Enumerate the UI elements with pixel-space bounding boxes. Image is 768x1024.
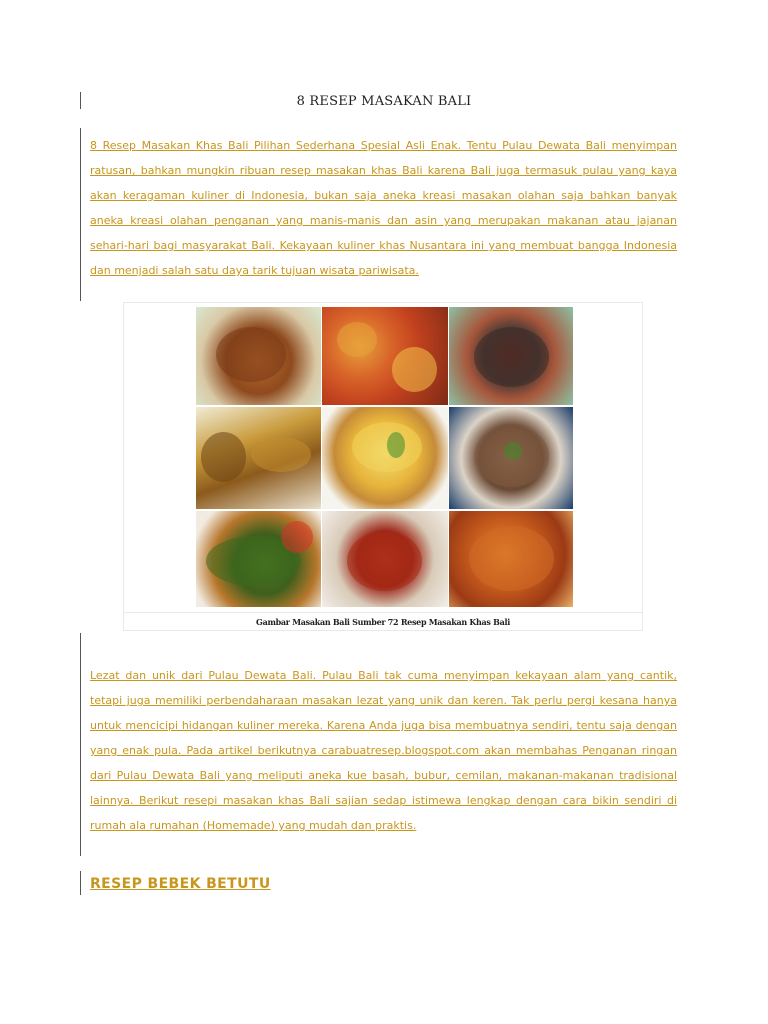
page-title: 8 RESEP MASAKAN BALI — [296, 94, 472, 109]
food-photo-9 — [449, 511, 573, 607]
food-photo-collage — [196, 307, 573, 607]
intro-paragraph-link[interactable]: 8 Resep Masakan Khas Bali Pilihan Sederhana Spesial Asli Enak. Tentu Pulau Dewata Bali menyimpan ratusan, bahkan mungkin ribuan resep masakan khas Bali karena Bali juga termasuk pulau yang kaya akan keragaman kuliner di Indonesia, bukan saja aneka kreasi masakan olahan saja bahkan banyak aneka kreasi olahan penganan yang manis-manis dan asin yang merupakan makanan atau jajanan sehari-hari bagi masyarakat Bali. Kekayaan kuliner khas Nusantara ini yang membuat bangga Indonesia dan menjadi salah satu daya tarik tujuan wisata pariwisata. — [90, 139, 677, 277]
food-photo-5 — [322, 407, 448, 509]
food-photo-2 — [322, 307, 448, 405]
food-figure — [123, 302, 643, 631]
figure-caption-row — [124, 612, 642, 632]
food-photo-8 — [322, 511, 448, 607]
food-photo-7 — [196, 511, 321, 607]
section-heading-link[interactable]: RESEP BEBEK BETUTU — [90, 876, 271, 892]
margin-bar-intro — [80, 128, 81, 301]
food-photo-3 — [449, 307, 573, 405]
food-photo-4 — [196, 407, 321, 509]
margin-bar-heading — [80, 871, 81, 895]
food-photo-1 — [196, 307, 321, 405]
food-photo-6 — [449, 407, 573, 509]
margin-bar-second — [80, 633, 81, 856]
second-paragraph-link[interactable]: Lezat dan unik dari Pulau Dewata Bali. Pulau Bali tak cuma menyimpan kekayaan alam yang cantik, tetapi juga memiliki perbendaharaan masakan lezat yang unik dan keren. Tak perlu pergi kesana hanya untuk mencicipi hidangan kuliner mereka. Karena Anda juga bisa membuatnya sendiri, tentu saja dengan yang enak pula. Pada artikel berikutnya carabuatresep.blogspot.com akan membahas Penganan ringan dari Pulau Dewata Bali yang meliputi aneka kue basah, bubur, cemilan, makanan-makanan tradisional lainnya. Berikut resepi masakan khas Bali sajian sedap istimewa lengkap dengan cara bikin sendiri di rumah ala rumahan (Homemade) yang mudah dan praktis. — [90, 669, 677, 832]
figure-caption: Gambar Masakan Bali Sumber 72 Resep Masakan Khas Bali — [256, 617, 510, 627]
